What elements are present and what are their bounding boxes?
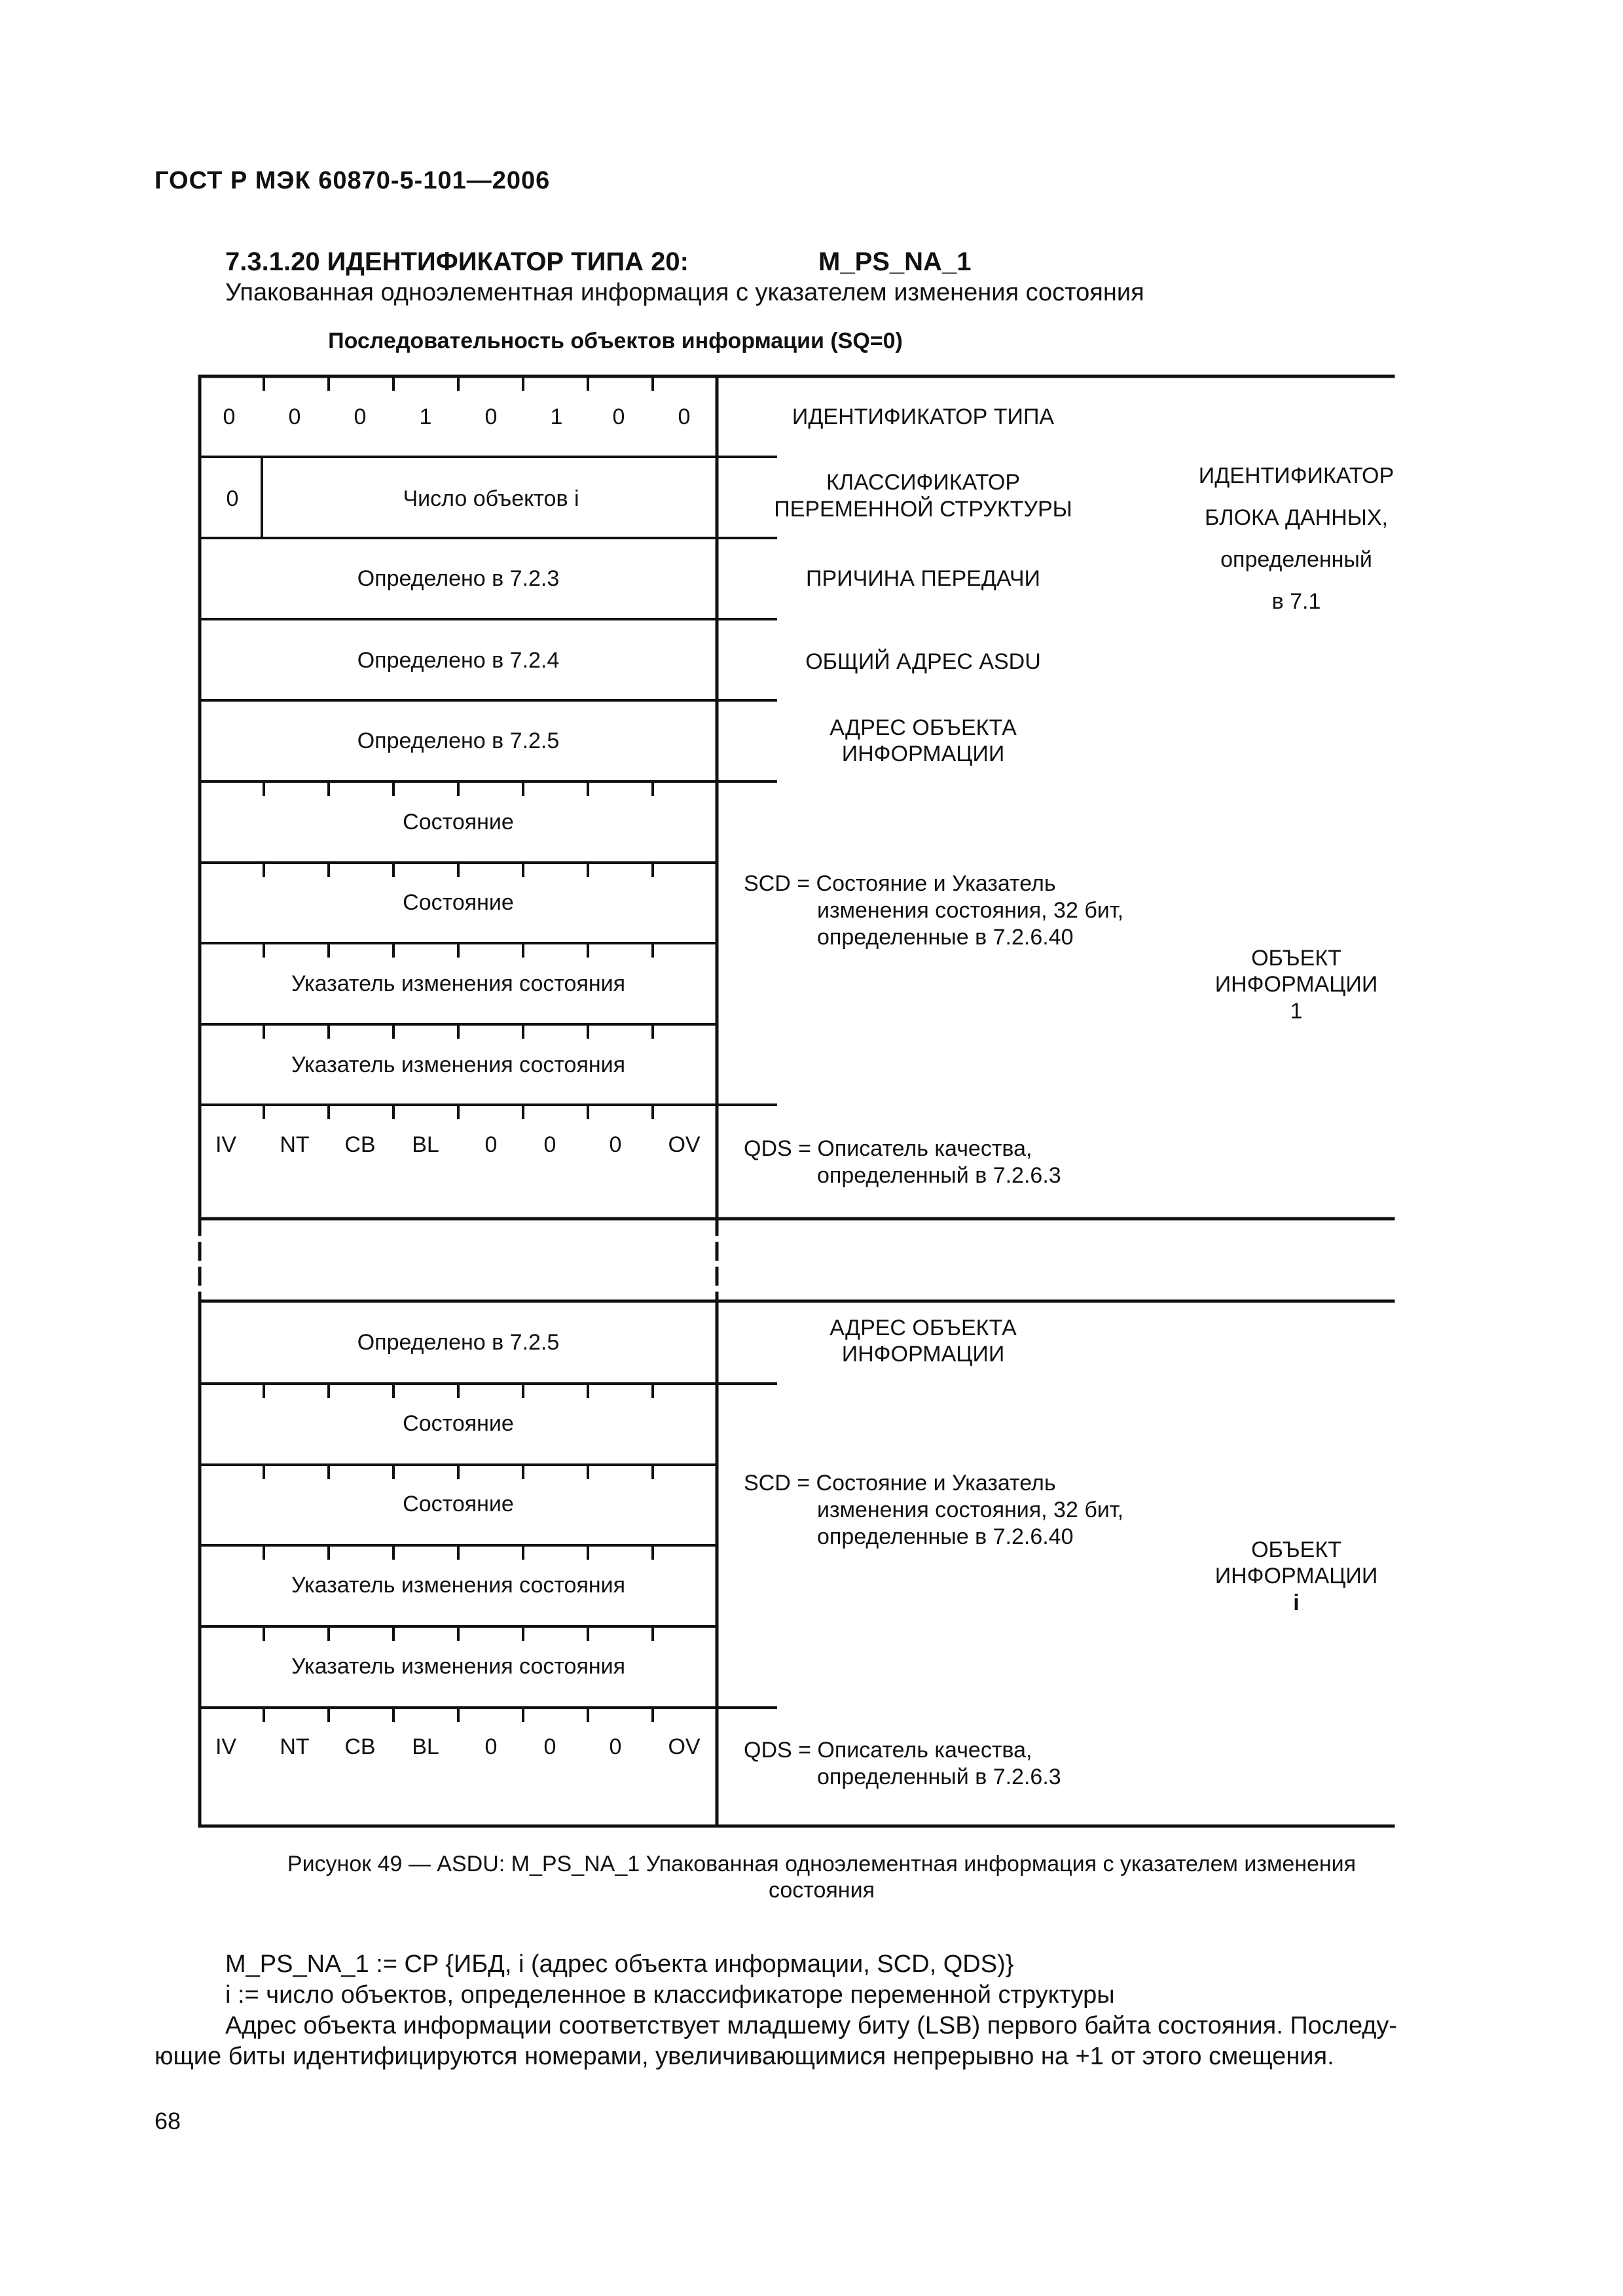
type-bit: 0 <box>612 404 625 429</box>
scd-label: изменения состояния, 32 бит, <box>817 898 1124 923</box>
scd-label: изменения состояния, 32 бит, <box>817 1498 1124 1522</box>
info-object-1-label: ОБЪЕКТ <box>1251 946 1341 971</box>
qds-bit: 0 <box>609 1734 622 1759</box>
scd-label: SCD = Состояние и Указатель <box>744 871 1056 896</box>
common-address-field: Определено в 7.2.4 <box>357 648 560 673</box>
object-count-label: Число объектов i <box>403 486 579 511</box>
vsq-label: КЛАССИФИКАТОР <box>826 470 1021 495</box>
i-definition: i := число объектов, определенное в классификаторе переменной структуры <box>225 1981 1115 2009</box>
qds-label: определенный в 7.2.6.3 <box>817 1765 1061 1789</box>
state-byte: Состояние <box>403 1492 514 1516</box>
info-object-i-label: ИНФОРМАЦИИ <box>1214 1564 1378 1588</box>
qds-bit: CB <box>344 1132 376 1157</box>
section-title: 7.3.1.20 ИДЕНТИФИКАТОР ТИПА 20: <box>225 247 689 276</box>
paragraph-line: ющие биты идентифицируются номерами, увеличивающимися непрерывно на +1 от этого смещения. <box>155 2043 1334 2070</box>
qds-bit: 0 <box>543 1132 556 1157</box>
sq-bit: 0 <box>226 486 239 511</box>
info-object-i-label: ОБЪЕКТ <box>1251 1537 1341 1562</box>
cot-field: Определено в 7.2.3 <box>357 566 560 591</box>
qds-bit: 0 <box>484 1734 498 1759</box>
figure-title: Последовательность объектов информации (SQ=0) <box>328 329 903 353</box>
info-object-i-label: i <box>1293 1590 1300 1615</box>
ioa-label: АДРЕС ОБЪЕКТА <box>830 1316 1017 1340</box>
qds-bit: 0 <box>484 1132 498 1157</box>
type-bit: 0 <box>484 404 498 429</box>
ioa-label: АДРЕС ОБЪЕКТА <box>830 715 1017 740</box>
scd-label: определенные в 7.2.6.40 <box>817 1524 1074 1549</box>
type-bit: 0 <box>354 404 367 429</box>
scd-label: определенные в 7.2.6.40 <box>817 925 1074 950</box>
ioa-field: Определено в 7.2.5 <box>357 728 560 753</box>
caption-line: состояния <box>769 1878 875 1903</box>
qds-label: QDS = Описатель качества, <box>744 1738 1032 1763</box>
data-unit-id-label: БЛОКА ДАННЫХ, <box>1204 505 1389 530</box>
caption-line: Рисунок 49 — ASDU: M_PS_NA_1 Упакованная одноэлементная информация с указателем изменения <box>287 1852 1357 1876</box>
qds-bit: BL <box>412 1734 439 1759</box>
type-bit: 1 <box>550 404 563 429</box>
qds-bit: CB <box>344 1734 376 1759</box>
data-unit-id-label: определенный <box>1220 547 1372 572</box>
info-object-1-label: ИНФОРМАЦИИ <box>1214 972 1378 997</box>
scd-label: SCD = Состояние и Указатель <box>744 1471 1056 1496</box>
state-byte: Состояние <box>403 1411 514 1436</box>
state-byte: Состояние <box>403 890 514 915</box>
type-bit: 0 <box>678 404 691 429</box>
qds-bit: 0 <box>609 1132 622 1157</box>
data-unit-id-label: ИДЕНТИФИКАТОР <box>1198 463 1395 488</box>
paragraph-line: Адрес объекта информации соответствует младшему биту (LSB) первого байта состояния. Последу- <box>225 2012 1398 2039</box>
cot-label: ПРИЧИНА ПЕРЕДАЧИ <box>806 566 1040 591</box>
data-unit-id-label: в 7.1 <box>1271 589 1321 614</box>
qds-bit: 0 <box>543 1734 556 1759</box>
qds-bit: OV <box>668 1132 701 1157</box>
common-address-label: ОБЩИЙ АДРЕС ASDU <box>805 649 1041 674</box>
document-header: ГОСТ Р МЭК 60870-5-101—2006 <box>155 167 551 194</box>
type-bit: 1 <box>419 404 432 429</box>
qds-bit: IV <box>215 1734 237 1759</box>
change-indicator-byte: Указатель изменения состояния <box>291 1052 626 1077</box>
qds-bit: IV <box>215 1132 237 1157</box>
figure-caption <box>210 1851 1434 1903</box>
change-indicator-byte: Указатель изменения состояния <box>291 971 626 996</box>
type-id-label: ИДЕНТИФИКАТОР ТИПА <box>792 404 1055 429</box>
type-code: M_PS_NA_1 <box>818 247 972 276</box>
type-bit: 0 <box>288 404 301 429</box>
qds-bit: OV <box>668 1734 701 1759</box>
type-bit: 0 <box>223 404 236 429</box>
ioa-label: ИНФОРМАЦИИ <box>841 1342 1005 1367</box>
qds-label: QDS = Описатель качества, <box>744 1136 1032 1161</box>
vsq-label: ПЕРЕМЕННОЙ СТРУКТУРЫ <box>774 497 1072 522</box>
qds-bit: NT <box>280 1132 310 1157</box>
qds-bit: BL <box>412 1132 439 1157</box>
change-indicator-byte: Указатель изменения состояния <box>291 1573 626 1598</box>
ioa-field: Определено в 7.2.5 <box>357 1330 560 1355</box>
info-object-1-label: 1 <box>1290 999 1303 1024</box>
qds-label: определенный в 7.2.6.3 <box>817 1163 1061 1188</box>
qds-bit: NT <box>280 1734 310 1759</box>
formula-line: M_PS_NA_1 := CP {ИБД, i (адрес объекта информации, SCD, QDS)} <box>225 1950 1014 1978</box>
ioa-label: ИНФОРМАЦИИ <box>841 742 1005 766</box>
change-indicator-byte: Указатель изменения состояния <box>291 1654 626 1679</box>
page-number: 68 <box>155 2108 181 2134</box>
state-byte: Состояние <box>403 810 514 834</box>
section-subtitle: Упакованная одноэлементная информация с указателем изменения состояния <box>225 279 1144 306</box>
